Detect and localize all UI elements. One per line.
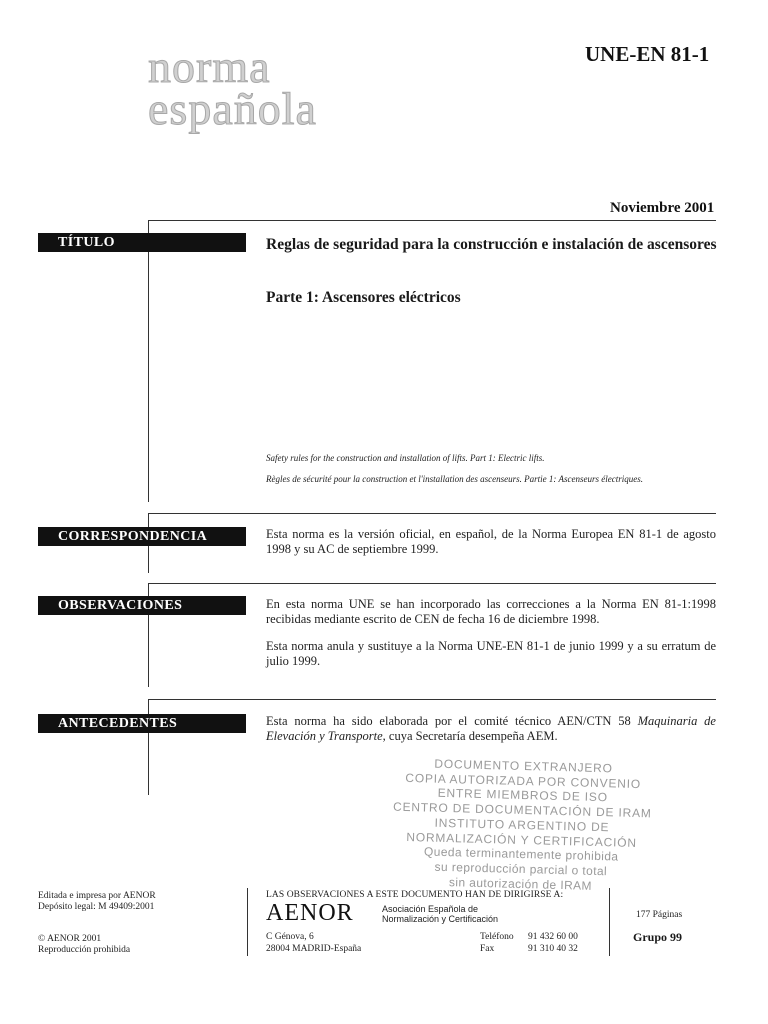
section-label-correspondencia: CORRESPONDENCIA — [38, 527, 246, 546]
footer-vrule-right — [609, 888, 610, 956]
footer-pages: 177 Páginas — [636, 910, 683, 920]
brand-title-line1: norma — [148, 41, 271, 92]
brand-title-line2: española — [148, 83, 317, 134]
antecedentes-text: Esta norma ha sido elaborada por el comité técnico AEN/CTN 58 Maquinaria de Elevación y Transporte, cuya Secretaría desempeña AEM. — [266, 714, 716, 743]
stamp-line: Queda terminantemente prohibida — [423, 844, 619, 864]
aenor-logo: AENOR — [266, 900, 354, 926]
publication-date: Noviembre 2001 — [610, 200, 715, 216]
document-part: Parte 1: Ascensores eléctricos — [266, 289, 461, 306]
observaciones-text-1: En esta norma UNE se han incorporado las correcciones a la Norma EN 81-1:1998 recibidas mediante escrito de CEN de fecha 16 de diciembre 1998. — [266, 597, 716, 626]
title-english: Safety rules for the construction and installation of lifts. Part 1: Electric lifts. — [266, 453, 545, 463]
footer-phone-label: Teléfono — [480, 932, 514, 942]
section-label-antecedentes: ANTECEDENTES — [38, 714, 246, 733]
standard-code: UNE-EN 81-1 — [585, 42, 710, 66]
aenor-full-name-2: Normalización y Certificación — [382, 914, 499, 924]
section-rule-observaciones — [148, 583, 716, 584]
section-label-observaciones: OBSERVACIONES — [38, 596, 246, 615]
stamp-line: CENTRO DE DOCUMENTACIÓN DE IRAM — [392, 799, 652, 821]
footer-group: Grupo 99 — [633, 930, 683, 944]
section-rule-correspondencia — [148, 513, 716, 514]
section-rule-titulo — [148, 220, 716, 221]
distribution-stamp — [370, 755, 673, 895]
stamp-line: NORMALIZACIÓN Y CERTIFICACIÓN — [406, 829, 638, 850]
stamp-line: su reproducción parcial o total — [434, 859, 608, 879]
footer-vrule — [247, 888, 248, 956]
observaciones-text-2: Esta norma anula y sustituye a la Norma UNE-EN 81-1 de junio 1999 y a su erratum de julio 1999. — [266, 639, 716, 668]
stamp-line: DOCUMENTO EXTRANJERO — [434, 756, 613, 776]
stamp-line: COPIA AUTORIZADA POR CONVENIO — [405, 770, 642, 791]
stamp-line: INSTITUTO ARGENTINO DE — [434, 815, 610, 835]
footer-phone: 91 432 60 00 — [528, 932, 578, 942]
footer-address-2: 28004 MADRID-España — [266, 944, 362, 954]
title-french: Règles de sécurité pour la construction et l'installation des ascenseurs. Partie 1: Ascenseurs électriques. — [266, 474, 643, 484]
footer-address-1: C Génova, 6 — [266, 932, 314, 942]
footer-observations-notice: LAS OBSERVACIONES A ESTE DOCUMENTO HAN DE DIRIGIRSE A: — [266, 890, 564, 900]
section-vrule-titulo — [148, 220, 149, 502]
section-rule-antecedentes — [148, 699, 716, 700]
footer-fax-label: Fax — [480, 944, 495, 954]
footer-fax: 91 310 40 32 — [528, 944, 578, 954]
document-title: Reglas de seguridad para la construcción e instalación de ascensores — [266, 236, 717, 253]
footer-reproduction: Reproducción prohibida — [38, 945, 131, 955]
section-label-titulo: TÍTULO — [38, 233, 246, 252]
aenor-full-name-1: Asociación Española de — [382, 904, 479, 914]
stamp-line: sin autorización de IRAM — [448, 874, 593, 893]
footer-deposit: Depósito legal: M 49409:2001 — [38, 902, 155, 912]
stamp-line: ENTRE MIEMBROS DE ISO — [437, 786, 609, 805]
footer-edited: Editada e impresa por AENOR — [38, 891, 156, 901]
footer-copyright: © AENOR 2001 — [38, 934, 102, 944]
correspondencia-text: Esta norma es la versión oficial, en español, de la Norma Europea EN 81-1 de agosto 1998 y su AC de septiembre 1999. — [266, 527, 716, 556]
